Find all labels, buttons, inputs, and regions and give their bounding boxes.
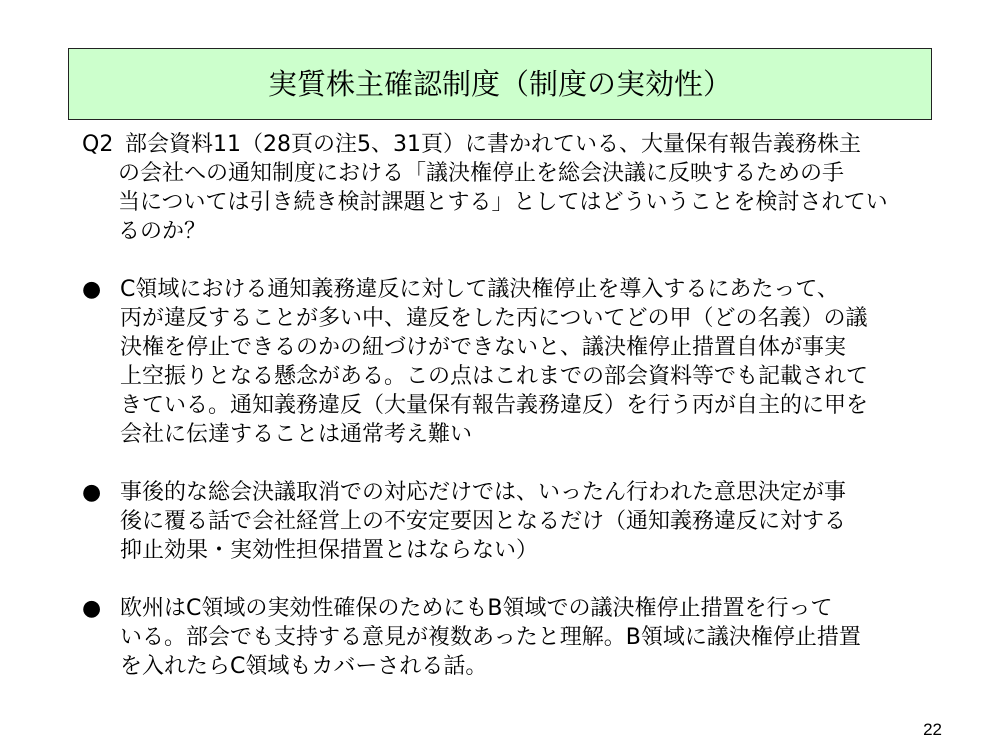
question-line: 当については引き続き検討課題とする」としてはどういうことを検討されてい — [118, 190, 888, 215]
question-text — [118, 130, 922, 246]
slide-title-box — [68, 48, 932, 120]
bullet-line: 会社に伝達することは通常考え難い — [120, 422, 473, 447]
bullet-text — [120, 478, 922, 565]
bullet-icon: ● — [82, 480, 102, 505]
question-block — [82, 130, 922, 246]
bullet-item — [82, 478, 922, 565]
bullet-icon: ● — [82, 596, 102, 621]
bullet-line: いる。部会でも支持する意見が複数あったと理解。B領域に議決権停止措置 — [120, 625, 861, 650]
bullet-text — [120, 594, 922, 681]
bullet-line: 後に覆る話で会社経営上の不安定要因となるだけ（通知義務違反に対する — [120, 509, 847, 534]
bullet-line: を入れたらC領域もカバーされる話。 — [120, 654, 488, 679]
bullet-line: 決権を停止できるのかの紐づけができないと、議決権停止措置自体が事実 — [120, 335, 847, 360]
question-label: Q2 — [82, 132, 114, 157]
question-line: 部会資料11（28頁の注5、31頁）に書かれている、大量保有報告義務株主 — [125, 132, 861, 157]
bullet-line: C領域における通知義務違反に対して議決権停止を導入するにあたって、 — [120, 277, 839, 302]
bullet-line: 丙が違反することが多い中、違反をした丙についてどの甲（どの名義）の議 — [120, 306, 868, 331]
slide-title: 実質株主確認制度（制度の実効性） — [267, 66, 732, 101]
bullet-line: 抑止効果・実効性担保措置とはならない） — [120, 538, 539, 563]
bullet-line: 事後的な総会決議取消での対応だけでは、いったん行われた意思決定が事 — [120, 480, 847, 505]
bullet-item — [82, 275, 922, 449]
bullet-line: 上空振りとなる懸念がある。この点はこれまでの部会資料等でも記載されて — [120, 364, 869, 389]
question-line: るのか？ — [118, 219, 207, 244]
bullet-item — [82, 594, 922, 681]
bullet-line: 欧州はC領域の実効性確保のためにもB領域での議決権停止措置を行って — [120, 596, 833, 621]
bullet-line: きている。通知義務違反（大量保有報告義務違反）を行う丙が自主的に甲を — [120, 393, 869, 418]
page-number: 22 — [923, 720, 942, 739]
bullet-icon: ● — [82, 277, 102, 302]
slide-body — [82, 130, 922, 710]
bullet-text — [120, 275, 922, 449]
question-line: の会社への通知制度における「議決権停止を総会決議に反映するための手 — [118, 161, 845, 186]
